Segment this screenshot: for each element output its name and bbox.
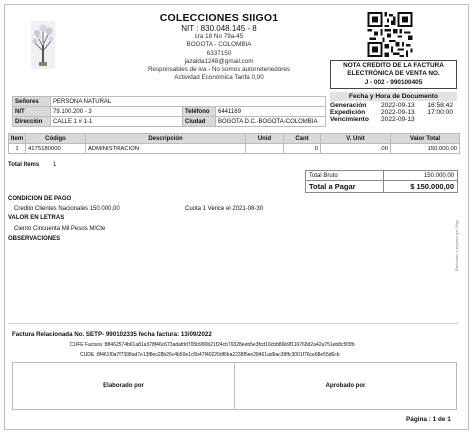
dates-header: Fecha y Hora de Documento <box>330 92 457 101</box>
document-title-line2: ELECTRÓNICA DE VENTA NO. <box>347 70 440 78</box>
item-unit-value: .00 <box>321 144 391 154</box>
company-header <box>120 12 318 83</box>
item-quantity: 0 <box>284 144 321 154</box>
gross-total-value: 150.000,00 <box>384 171 458 181</box>
printed-by-note: Elaborado e impreso por Siigo <box>455 220 459 272</box>
payment-detail: Credito Clientes Nacionales 150.000,00 <box>14 206 120 212</box>
document-title-line1: NOTA CREDITO DE LA FACTURA <box>343 62 444 69</box>
document-title-box <box>330 60 457 89</box>
col-total-value: Valor Total <box>391 134 460 144</box>
col-item: Item <box>9 134 26 144</box>
company-name: COLECCIONES SIIGO1 <box>159 12 279 24</box>
date-row <box>330 102 457 109</box>
date-label: Vencimiento <box>330 116 369 123</box>
item-total-value: 150.000,00 <box>391 144 460 154</box>
date-value: 2022-09-13 <box>381 102 415 109</box>
company-email: jazalda1248@gmail.com <box>184 57 254 65</box>
item-number: 1 <box>9 144 26 154</box>
time-value: 16:58:42 <box>427 102 453 109</box>
company-tax-regime: Responsables de iva - No somos autorretenedores <box>147 66 291 74</box>
date-row <box>330 116 457 123</box>
customer-name: PERSONA NATURAL <box>51 97 326 107</box>
col-quantity: Cant <box>284 134 321 144</box>
item-code: 4175180000 <box>26 144 86 154</box>
customer-city: BOGOTA D.C.-BOGOTA-COLOMBIA <box>216 117 326 127</box>
time-value: 17:00:00 <box>427 109 453 116</box>
date-row <box>330 109 457 116</box>
company-phone: 6337150 <box>206 49 232 57</box>
company-economic-activity: Actividad Económica Tarifa 0,00 <box>174 74 264 82</box>
document-dates <box>330 92 457 123</box>
items-table-header <box>9 134 460 144</box>
total-to-pay-label: Total a Pagar <box>306 181 384 193</box>
customer-nit-label: NIT <box>13 107 51 117</box>
amount-in-words: Ciento Cincuenta Mil Pesos M/Cte <box>14 226 106 232</box>
divider <box>8 323 458 324</box>
approved-by-label: Aprobado por <box>235 363 457 410</box>
date-value: 2022-09-13 <box>381 116 415 123</box>
cufe-code: CUFE Factura :88462574b61a81a378f46c673adafdd705b990b21f24cb79328eeb5e3fcd16cbb86b9f116768d2a42a751eb8c5f3fb <box>70 342 355 348</box>
time-value <box>423 116 457 123</box>
date-label: Expedición <box>330 109 366 116</box>
total-to-pay-value: $ 150.000,00 <box>384 181 458 193</box>
signatures-section <box>12 362 457 410</box>
item-description: ADMINISTRACION <box>86 144 246 154</box>
amount-in-words-title: VALOR EN LETRAS <box>8 215 65 221</box>
company-logo-image <box>31 21 55 69</box>
col-unit: Unid <box>246 134 284 144</box>
date-value: 2022-09-13 <box>381 109 415 116</box>
payment-installment: Cuota 1 Vence el 2021-08-30 <box>185 206 264 212</box>
customer-nit: 79.100.200 - 3 <box>51 107 183 117</box>
company-city: BOGOTA - COLOMBIA <box>186 41 252 49</box>
company-nit: NIT : 830.048.145 - 8 <box>181 24 257 33</box>
col-code: Código <box>26 134 86 144</box>
related-invoice: Factura Relacionada No. SETP- 990102335 fecha factura: 13/09/2022 <box>12 331 212 338</box>
customer-address: CALLE 1 # 1-1 <box>51 117 183 127</box>
total-items-label: Total Items <box>8 162 40 168</box>
customer-address-label: Dirección <box>13 117 51 127</box>
cude-code: CUDE :8f461f0a7f7398ad7e13f8ec28b26c4b50e1c5b47f40220df6ba2238f5ee28461ad9ac39ffc3001f76ce68e55d6cb <box>80 352 340 358</box>
col-unit-value: V. Unit <box>321 134 391 144</box>
totals-box <box>305 170 458 193</box>
prepared-by-label: Elaborado por <box>13 363 235 410</box>
page-number: Página : 1 de 1 <box>406 416 451 423</box>
customer-phone: 6441189 <box>216 107 326 117</box>
customer-info <box>12 96 326 127</box>
col-description: Descripción <box>86 134 246 144</box>
customer-name-label: Señores <box>13 97 51 107</box>
total-items-value: 1 <box>53 162 57 168</box>
qr-code-image <box>366 12 414 57</box>
observations-title: OBSERVACIONES <box>8 236 61 242</box>
customer-city-label: Ciudad <box>183 117 216 127</box>
customer-phone-label: Teléfono <box>183 107 216 117</box>
gross-total-label: Total Bruto <box>306 171 384 181</box>
document-number: J - 002 - 990100405 <box>364 78 423 86</box>
payment-condition-title: CONDICION DE PAGO <box>8 196 72 202</box>
item-unit <box>246 144 284 154</box>
company-address: cra 18 No 79a-45 <box>194 33 244 40</box>
date-label: Generación <box>330 102 367 109</box>
table-row <box>9 144 460 154</box>
items-table <box>8 133 460 154</box>
